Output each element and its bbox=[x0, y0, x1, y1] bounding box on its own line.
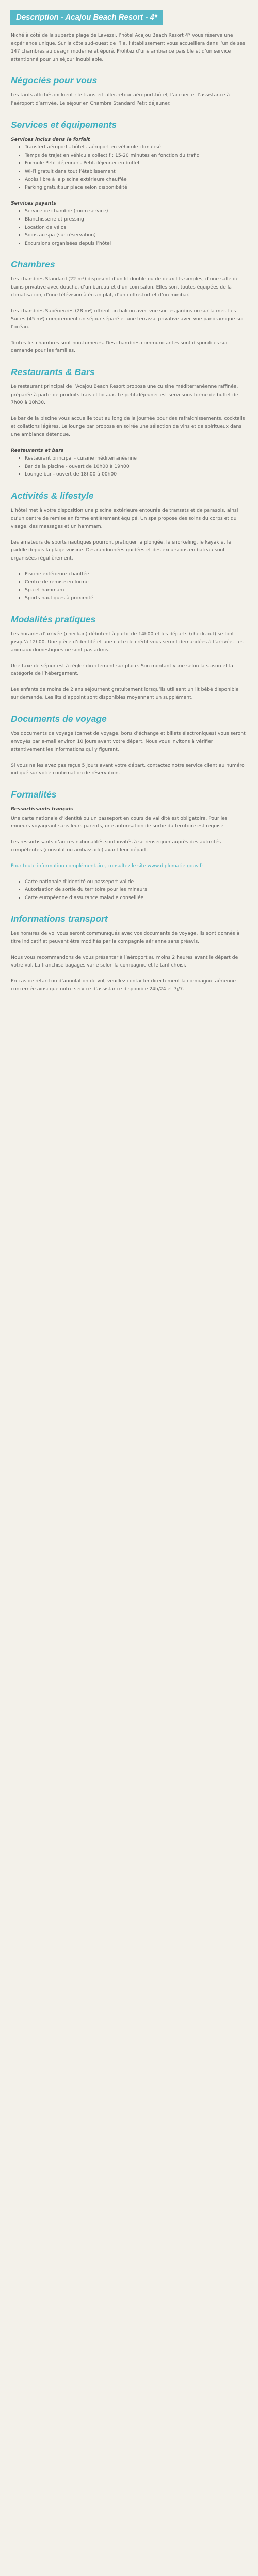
transport-paragraph-1: Les horaires de vol vous seront communiqués avec vos documents de voyage. Ils sont donnés à titre indicatif et peuvent être modifiés par la compagnie aérienne sans préavis. bbox=[11, 930, 240, 944]
practical-paragraph-1: Les horaires d’arrivée (check-in) débutent à partir de 14h00 et les départs (check-out) se font jusqu’à 12h00. Une pièce d’identité et une carte de crédit vous seront demandées à l’arrivée. Les animaux domestiques ne sont pas admis. bbox=[11, 631, 244, 653]
rooms-paragraph-2: Les chambres Supérieures (28 m²) offrent un balcon avec vue sur les jardins ou sur la mer. Les Suites (45 m²) comprennent un séjour séparé et une terrasse privative avec vue panoramique sur l’océan. bbox=[11, 308, 244, 330]
formalities-paragraph-2: Les ressortissants d’autres nationalités sont invités à se renseigner auprès des autorités compétentes (consulat ou ambassade) avant leur départ. bbox=[11, 839, 221, 853]
sports-paragraph-2: Les amateurs de sports nautiques pourront pratiquer la plongée, le snorkeling, le kayak et le paddle depuis la plage voisine. Des randonnées guidées et des excursions en bateau sont organisées régulièrement. bbox=[11, 539, 231, 561]
formalities-subheading: Ressortissants français bbox=[11, 806, 73, 812]
section-heading-transport: Informations transport bbox=[11, 913, 108, 924]
page-content bbox=[0, 0, 258, 993]
formalities-contact[interactable]: Pour toute information complémentaire, consultez le site www.diplomatie.gouv.fr bbox=[11, 863, 204, 869]
list-item: • Spa et hammam bbox=[25, 586, 247, 595]
section-heading-practical: Modalités pratiques bbox=[11, 614, 96, 624]
sports-list bbox=[11, 570, 247, 602]
rooms-paragraph-1: Les chambres Standard (22 m²) disposent d’un lit double ou de deux lits simples, d’une salle de bains privative avec douche, d’un bureau et d’un coin salon. Elles sont toutes équipées de la climatisation, d’une télévision à écran plat, d’un coffre-fort et d’un minibar. bbox=[11, 276, 239, 298]
list-item: • Blanchisserie et pressing bbox=[25, 215, 247, 224]
section-heading-food: Restaurants & Bars bbox=[11, 367, 95, 378]
services-list-included bbox=[11, 143, 247, 192]
formalities-paragraph-1: Une carte nationale d’identité ou un passeport en cours de validité est obligatoire. Pour les mineurs voyageant sans leurs parents, une autorisation de sortie du territoire est requise. bbox=[11, 815, 228, 829]
section-heading-sports: Activités & lifestyle bbox=[11, 490, 94, 501]
docs-paragraph-1: Vos documents de voyage (carnet de voyage, bons d’échange et billets électroniques) vous seront envoyés par e-mail environ 10 jours avant votre départ. Nous vous invitons à vérifier attentivement les informations qui y figurent. bbox=[11, 731, 246, 753]
transport-paragraph-3: En cas de retard ou d’annulation de vol, veuillez contacter directement la compagnie aérienne concernée ainsi que notre service d’assistance disponible 24h/24 et 7j/7. bbox=[11, 978, 236, 992]
food-paragraph-1: Le restaurant principal de l’Acajou Beach Resort propose une cuisine méditerranéenne raffinée, préparée à partir de produits frais et locaux. Le petit-déjeuner est servi sous forme de buffet de 7h00 à 10h30. bbox=[11, 384, 238, 406]
list-item: • Autorisation de sortie du territoire pour les mineurs bbox=[25, 886, 247, 894]
list-item: • Wi-Fi gratuit dans tout l’établissement bbox=[25, 167, 247, 176]
list-item: • Accès libre à la piscine extérieure chauffée bbox=[25, 176, 247, 184]
sports-paragraph-1: L’hôtel met à votre disposition une piscine extérieure entourée de transats et de parasols, ainsi qu’un centre de remise en forme entièrement équipé. Un spa propose des soins du corps et du visage, des massages et un hammam. bbox=[11, 507, 238, 530]
good-paragraph: Les tarifs affichés incluent : le transfert aller-retour aéroport-hôtel, l’accueil et l’assistance à l’aéroport d’arrivée. Le séjour en Chambre Standard Petit déjeuner. bbox=[11, 92, 230, 106]
list-item: • Service de chambre (room service) bbox=[25, 207, 247, 215]
list-item: • Centre de remise en forme bbox=[25, 578, 247, 586]
transport-paragraph-2: Nous vous recommandons de vous présenter à l’aéroport au moins 2 heures avant le départ de votre vol. La franchise bagages varie selon la compagnie et le tarif choisi. bbox=[11, 954, 238, 969]
list-item: • Formule Petit déjeuner - Petit-déjeuner en buffet bbox=[25, 159, 247, 167]
food-list bbox=[11, 454, 247, 479]
section-heading-formalities: Formalités bbox=[11, 789, 57, 800]
list-item: • Bar de la piscine - ouvert de 10h00 à 19h00 bbox=[25, 463, 247, 471]
list-item: • Temps de trajet en véhicule collectif : 15-20 minutes en fonction du trafic bbox=[25, 151, 247, 160]
intro-paragraph: Niché à côté de la superbe plage de Lavezzi, l’hôtel Acajou Beach Resort 4* vous réserve une expérience unique. Sur la côte sud-ouest de l’île, l’établissement vous accueillera dans l’un de ses 147 chambres au design moderne et épuré. Profitez d’une ambiance paisible et d’un service attentionné pour un séjour inoubliable. bbox=[11, 32, 245, 62]
food-paragraph-2: Le bar de la piscine vous accueille tout au long de la journée pour des rafraîchissements, cocktails et collations légères. Le lounge bar propose en soirée une sélection de vins et de spiritueux dans une ambiance détendue. bbox=[11, 415, 245, 437]
rooms-paragraph-3: Toutes les chambres sont non-fumeurs. Des chambres communicantes sont disponibles sur demande pour les familles. bbox=[11, 340, 228, 354]
list-item: • Piscine extérieure chauffée bbox=[25, 570, 247, 579]
section-heading-services: Services et équipements bbox=[11, 119, 117, 130]
list-item: • Carte nationale d’identité ou passeport valide bbox=[25, 878, 247, 886]
section-heading-rooms: Chambres bbox=[11, 259, 55, 270]
docs-paragraph-2: Si vous ne les avez pas reçus 5 jours avant votre départ, contactez notre service client au numéro indiqué sur votre confirmation de réservation. bbox=[11, 762, 245, 776]
list-item: • Carte européenne d’assurance maladie conseillée bbox=[25, 894, 247, 902]
services-subheading-paid: Services payants bbox=[11, 200, 56, 206]
services-subheading-included: Services inclus dans le forfait bbox=[11, 136, 90, 142]
list-item: • Location de vélos bbox=[25, 224, 247, 232]
list-item: • Parking gratuit sur place selon disponibilité bbox=[25, 183, 247, 192]
section-heading-good: Négociés pour vous bbox=[11, 75, 98, 86]
practical-paragraph-2: Une taxe de séjour est à régler directement sur place. Son montant varie selon la saison et la catégorie de l’hébergement. bbox=[11, 663, 233, 677]
formalities-list bbox=[11, 878, 247, 902]
list-item: • Excursions organisées depuis l’hôtel bbox=[25, 240, 247, 248]
page-title: Description - Acajou Beach Resort - 4* bbox=[10, 10, 163, 25]
services-list-paid bbox=[11, 207, 247, 247]
food-subheading: Restaurants et bars bbox=[11, 447, 64, 453]
list-item: • Sports nautiques à proximité bbox=[25, 594, 247, 602]
practical-paragraph-3: Les enfants de moins de 2 ans séjournent gratuitement lorsqu’ils utilisent un lit bébé disponible sur demande. Les lits d’appoint sont disponibles moyennant un supplément. bbox=[11, 686, 239, 701]
list-item: • Lounge bar - ouvert de 18h00 à 00h00 bbox=[25, 470, 247, 479]
list-item: • Soins au spa (sur réservation) bbox=[25, 231, 247, 240]
list-item: • Transfert aéroport - hôtel - aéroport en véhicule climatisé bbox=[25, 143, 247, 151]
list-item: • Restaurant principal - cuisine méditerranéenne bbox=[25, 454, 247, 463]
section-heading-docs: Documents de voyage bbox=[11, 714, 107, 724]
